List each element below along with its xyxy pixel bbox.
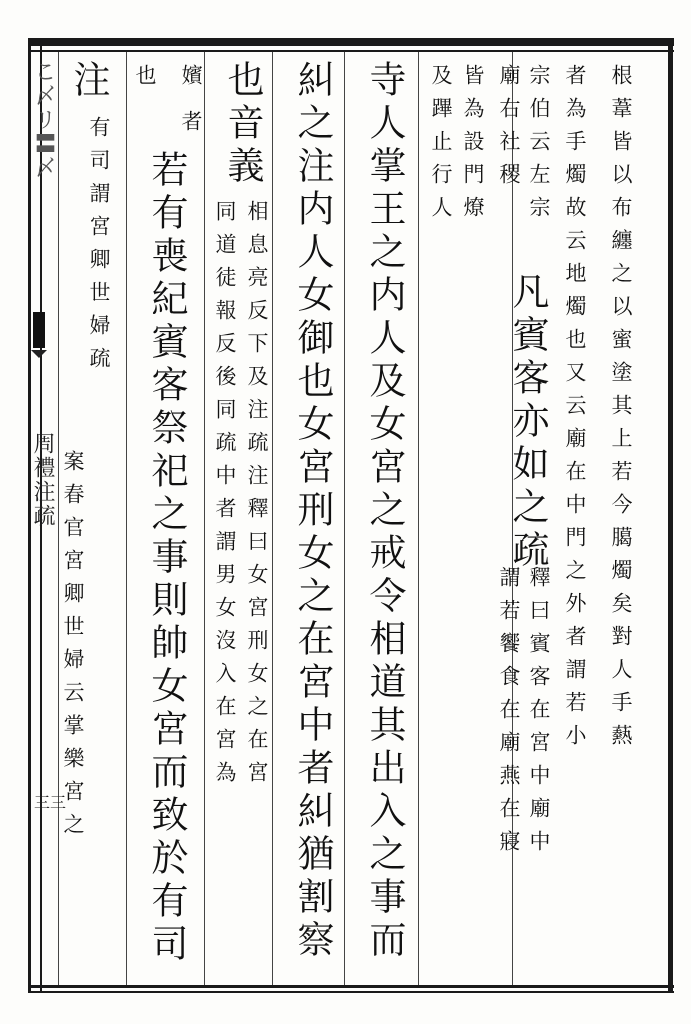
top-border-inner: [28, 50, 674, 52]
classic-text-column: 凡賓客亦如之疏: [506, 272, 549, 573]
commentary-column: 嬪: [179, 64, 203, 97]
column-divider: [344, 52, 345, 985]
commentary-column: 者為手燭故云地燭也又云廟在中門之外者謂若小: [563, 64, 587, 757]
bottom-border-inner: [28, 991, 674, 993]
classic-text-column: 糾之注内人女御也女宮刑女之在宮中者糾猶割察: [291, 60, 334, 963]
page-number: 三三: [34, 793, 67, 812]
commentary-column: 同道徒報反後同疏中者謂男女沒入在宮為: [213, 200, 237, 794]
commentary-column: 宗伯云左宗: [527, 64, 551, 229]
column-divider: [58, 52, 59, 985]
commentary-column: 廟右社稷: [497, 64, 521, 196]
classic-text-column: 若有喪紀賓客祭祀之事則帥女宮而致於有司: [145, 150, 188, 967]
commentary-column: 有司謂宮卿世婦疏: [87, 116, 111, 380]
book-title: 周禮注疏: [30, 432, 55, 528]
commentary-column: 也: [133, 64, 157, 97]
fish-tail-point: [31, 350, 47, 358]
column-divider: [204, 52, 205, 985]
commentary-column: 者: [179, 110, 203, 143]
commentary-column: 皆為設門燎: [461, 64, 485, 229]
commentary-column: 釋曰賓客在宮中廟中: [527, 566, 551, 863]
bottom-border: [28, 985, 674, 988]
commentary-column: 案春官宮卿世婦云掌樂宮之: [61, 450, 85, 846]
column-divider: [126, 52, 127, 985]
commentary-column: 根葦皆以布纏之以蜜塗其上若今臈燭矣對人手爇: [609, 64, 633, 757]
commentary-column: 及蹕止行人: [429, 64, 453, 229]
margin-smudge: こ〆リ〓〆: [31, 60, 56, 180]
fish-tail-mark: [33, 312, 45, 348]
column-divider: [418, 52, 419, 985]
classic-text-column: 注: [67, 60, 110, 103]
classic-text-column: 寺人掌王之内人及女宮之戒令相道其出入之事而: [363, 60, 406, 963]
right-border: [668, 38, 673, 993]
commentary-column: 相息亮反下及注疏注釋曰女宮刑女之在宮: [245, 200, 269, 794]
top-border: [28, 38, 674, 46]
column-divider: [272, 52, 273, 985]
classic-text-column: 也音義: [221, 60, 264, 189]
commentary-column: 謂若饗食在廟燕在寢: [497, 566, 521, 863]
